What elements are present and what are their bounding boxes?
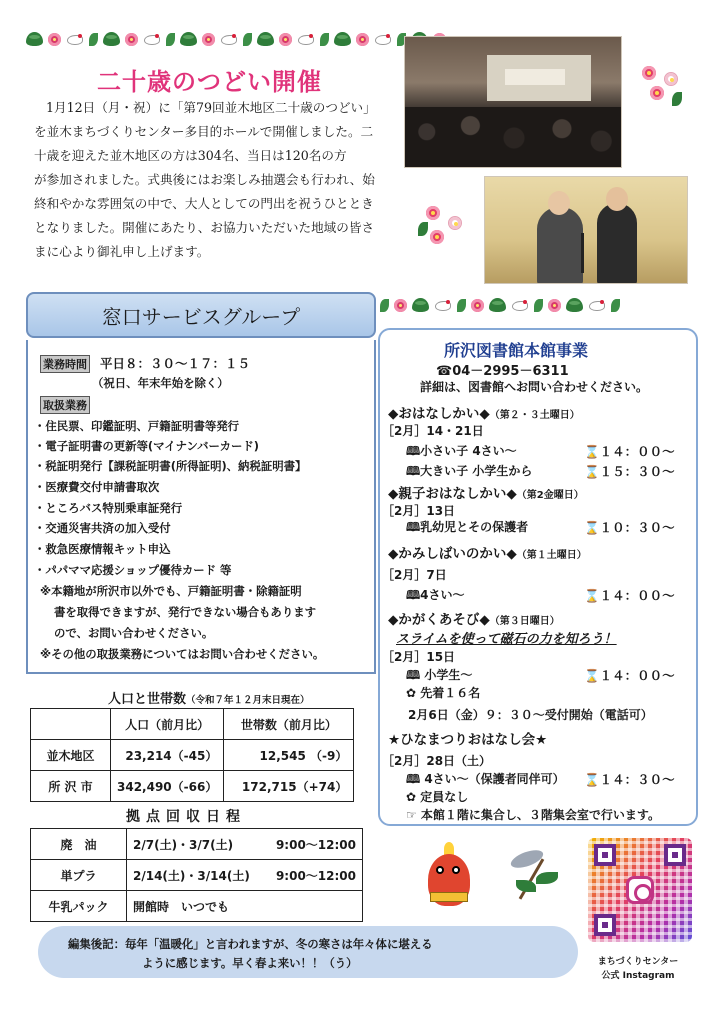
- hours-row: [40, 354, 250, 373]
- event-subtitle: スライムを使って磁石の力を知ろう！: [396, 632, 617, 647]
- article-line: まに心より御礼申し上げます。: [34, 244, 210, 259]
- plum-blossom-icon: [125, 33, 138, 46]
- event-title: [388, 482, 584, 502]
- event-date: ［2月］13日: [382, 504, 456, 518]
- event-date: ［2月］15日: [382, 650, 456, 664]
- microphone: [581, 233, 584, 273]
- library-title: 所沢図書館本館事業: [444, 341, 589, 360]
- leaf-icon: [534, 299, 543, 312]
- leaf-icon: [516, 880, 536, 892]
- leaf-icon: [380, 299, 389, 312]
- editor-note-line: 編集後記：毎年「温暖化」と言われますが、冬の寒さは年々体に堪える: [68, 937, 433, 951]
- article-line: が参加されました。式典後にはお楽しみ抽選会も行われ、始: [34, 172, 375, 187]
- event-time: ⌛１４：００～: [584, 668, 675, 683]
- service-item: ・税証明発行【課税証明書(所得証明)、納税証明書】: [34, 459, 307, 473]
- leaf-icon: [418, 222, 428, 236]
- event-name: ◆親子おはなしかい◆: [388, 486, 517, 502]
- belt: [430, 892, 468, 902]
- library-inquiry: 詳細は、図書館へお問い合わせください。: [420, 380, 649, 394]
- event-target: 🕮乳幼児とその保護者: [406, 520, 529, 534]
- stage: [487, 55, 591, 101]
- event-name: ◆かみしばいのかい◆: [388, 546, 517, 562]
- qr-corner: [594, 914, 616, 936]
- plum-blossom-icon: [448, 216, 462, 230]
- crane-icon: [143, 33, 161, 45]
- library-phone: ☎04－2995－6311: [436, 364, 569, 379]
- collection-time: 9:00～12:00: [267, 860, 363, 891]
- collection-item: 廃 油: [31, 829, 127, 860]
- event-date: ［2月］28日（土）: [382, 754, 492, 768]
- article-body: [34, 96, 400, 264]
- article-line: 終和やかな雰囲気の中で、大人としての門出を祝うひととき: [34, 196, 374, 211]
- event-capacity: ✿ 先着１６名: [406, 686, 481, 700]
- event-frequency: （第３日曜日）: [489, 616, 560, 627]
- population-title-text: 人口と世帯数: [108, 692, 187, 707]
- hours-tag: 業務時間: [40, 355, 90, 373]
- table-row: [31, 860, 363, 891]
- event-registration: 2月6日（金）９：３０～受付開始（電話可）: [408, 708, 653, 722]
- event-time: ⌛１４：３０～: [584, 772, 675, 787]
- event-name: ◆おはなしかい◆: [388, 406, 490, 422]
- editor-note-line: ように感じます。早く春よ来い！！（う）: [142, 956, 358, 970]
- service-item: ・ところバス特別乗車証発行: [34, 501, 183, 515]
- top-decoration: [26, 32, 446, 46]
- middle-decoration: [380, 298, 620, 312]
- event-capacity: ✿ 定員なし: [406, 790, 469, 804]
- event-title: ★ひなまつりおはなし会★: [388, 732, 548, 748]
- items-tag: 取扱業務: [40, 396, 90, 414]
- event-frequency: （第１土曜日）: [516, 550, 587, 561]
- event-date: ［2月］14・21日: [382, 424, 484, 438]
- eye: [452, 866, 460, 874]
- collection-time: 9:00～12:00: [267, 829, 363, 860]
- event-title: [388, 608, 560, 628]
- plum-blossom-icon: [642, 66, 656, 80]
- article-title: 二十歳のつどい開催: [97, 68, 322, 96]
- attendee: [597, 203, 637, 284]
- event-time: ⌛１５：３０～: [584, 464, 675, 479]
- pine-icon: [566, 298, 583, 312]
- plum-blossom-icon: [48, 33, 61, 46]
- qr-corner: [594, 844, 616, 866]
- event-time: ⌛１４：００～: [584, 444, 675, 459]
- article-line: を並木まちづくりセンター多目的ホールで開催しました。二: [34, 124, 374, 139]
- hours-value: 平日８：３０～１７：１５: [99, 356, 250, 371]
- crane-icon: [66, 33, 84, 45]
- items-tag-row: [40, 396, 90, 414]
- instagram-icon: [626, 876, 654, 904]
- crane-icon: [511, 299, 529, 311]
- pine-icon: [257, 32, 274, 46]
- leaf-icon: [672, 92, 682, 106]
- table-cell: [31, 709, 111, 740]
- plum-blossom-icon: [356, 33, 369, 46]
- pine-icon: [103, 32, 120, 46]
- audience: [405, 107, 622, 168]
- population-table: [30, 708, 354, 802]
- plum-blossom-icon: [202, 33, 215, 46]
- instagram-qr-code[interactable]: [588, 838, 692, 942]
- eye: [436, 866, 444, 874]
- event-target: 🕮 小学生～: [406, 668, 473, 682]
- table-row: [31, 771, 354, 802]
- population-value: 342,490（-66）: [111, 771, 224, 802]
- event-name: ◆かがくあそび◆: [388, 612, 490, 628]
- event-target: 🕮大きい子 小学生から: [406, 464, 533, 478]
- event-title: [388, 402, 580, 422]
- table-row: [31, 709, 354, 740]
- event-date: ［2月］7日: [382, 568, 447, 582]
- collection-time: [267, 891, 363, 922]
- plum-blossom-icon: [430, 230, 444, 244]
- event-frequency: （第2金曜日）: [516, 490, 584, 501]
- plum-blossom-icon: [394, 299, 407, 312]
- crane-icon: [297, 33, 315, 45]
- service-item: ・救急医療情報キット申込: [34, 542, 171, 556]
- population-date-note: （令和７年１２月末日現在）: [186, 695, 310, 706]
- event-frequency: （第２・３土曜日）: [489, 410, 580, 421]
- row-label: 所 沢 市: [31, 771, 111, 802]
- service-note: ※本籍地が所沢市以外でも、戸籍証明書・除籍証明: [40, 584, 302, 598]
- leaf-icon: [457, 299, 466, 312]
- oni-mascot-illustration: [414, 836, 482, 920]
- service-note: ※その他の取扱業務についてはお問い合わせください。: [40, 647, 325, 661]
- leaf-icon: [166, 33, 175, 46]
- event-location: ☞ 本館１階に集合し、３階集会室で行います。: [406, 808, 660, 822]
- crane-icon: [588, 299, 606, 311]
- qr-corner: [664, 844, 686, 866]
- event-target: 🕮小さい子 4さい～: [406, 444, 517, 458]
- service-item: ・医療費交付申請書取次: [34, 480, 160, 494]
- plum-blossom-icon: [650, 86, 664, 100]
- collection-item: 単プラ: [31, 860, 127, 891]
- crane-icon: [374, 33, 392, 45]
- pine-icon: [489, 298, 506, 312]
- pine-icon: [180, 32, 197, 46]
- article-line: 十歳を迎えた並木地区の方は304名、当日は120名の方: [34, 148, 347, 163]
- service-note: ので、お問い合わせください。: [54, 626, 214, 640]
- service-note: 書を取得できますが、発行できない場合もあります: [54, 605, 316, 619]
- collection-table: [30, 828, 363, 922]
- leaf-icon: [243, 33, 252, 46]
- crane-icon: [220, 33, 238, 45]
- table-row: [31, 740, 354, 771]
- plum-blossom-icon: [471, 299, 484, 312]
- event-time: ⌛１０：３０～: [584, 520, 675, 535]
- leaf-icon: [611, 299, 620, 312]
- table-row: [31, 829, 363, 860]
- households-value: 12,545 （-9）: [224, 740, 354, 771]
- ceremony-hall-photo: [404, 36, 622, 168]
- instagram-label: まちづくりセンター: [597, 957, 679, 967]
- service-item: ・電子証明書の更新等(マイナンバーカード): [34, 439, 260, 453]
- service-item: ・住民票、印鑑証明、戸籍証明書等発行: [34, 419, 240, 433]
- population-title: [108, 688, 310, 707]
- plum-blossom-icon: [664, 72, 678, 86]
- sardine-holly-illustration: [506, 846, 570, 902]
- plum-blossom-icon: [548, 299, 561, 312]
- speech-photo: [484, 176, 688, 284]
- collection-title: 拠点回収日程: [126, 809, 246, 825]
- service-item: ・交通災害共済の加入受付: [34, 521, 171, 535]
- collection-dates: 2/7(土)・3/7(土): [127, 829, 267, 860]
- instagram-label: 公式 Instagram: [601, 971, 675, 981]
- households-value: 172,715（+74）: [224, 771, 354, 802]
- population-value: 23,214（-45）: [111, 740, 224, 771]
- pine-icon: [412, 298, 429, 312]
- event-target: 🕮 4さい～（保護者同伴可）: [406, 772, 565, 786]
- leaf-icon: [536, 872, 558, 884]
- collection-item: 牛乳パック: [31, 891, 127, 922]
- plum-blossom-icon: [426, 206, 440, 220]
- article-line: となりました。開催にあたり、お協力いただいた地域の皆さ: [34, 220, 375, 235]
- service-group-title: 窓口サービスグループ: [26, 292, 376, 338]
- event-title: [388, 542, 587, 562]
- pine-icon: [26, 32, 43, 46]
- table-row: [31, 891, 363, 922]
- service-item: ・パパママ応援ショップ優待カード 等: [34, 563, 232, 577]
- pine-icon: [334, 32, 351, 46]
- sardine-icon: [509, 847, 546, 872]
- collection-dates: 2/14(土)・3/14(土): [127, 860, 267, 891]
- table-header: 人口（前月比）: [111, 709, 224, 740]
- plum-blossom-icon: [279, 33, 292, 46]
- leaf-icon: [320, 33, 329, 46]
- hours-note: （祝日、年末年始を除く）: [92, 376, 229, 390]
- table-header: 世帯数（前月比）: [224, 709, 354, 740]
- article-line: 1月12日（月・祝）に「第79回並木地区二十歳のつどい」: [46, 100, 376, 115]
- event-time: ⌛１４：００～: [584, 588, 675, 603]
- row-label: 並木地区: [31, 740, 111, 771]
- leaf-icon: [89, 33, 98, 46]
- event-target: 🕮4さい～: [406, 588, 465, 602]
- speaker: [537, 207, 583, 284]
- collection-dates: 開館時 いつでも: [127, 891, 267, 922]
- crane-icon: [434, 299, 452, 311]
